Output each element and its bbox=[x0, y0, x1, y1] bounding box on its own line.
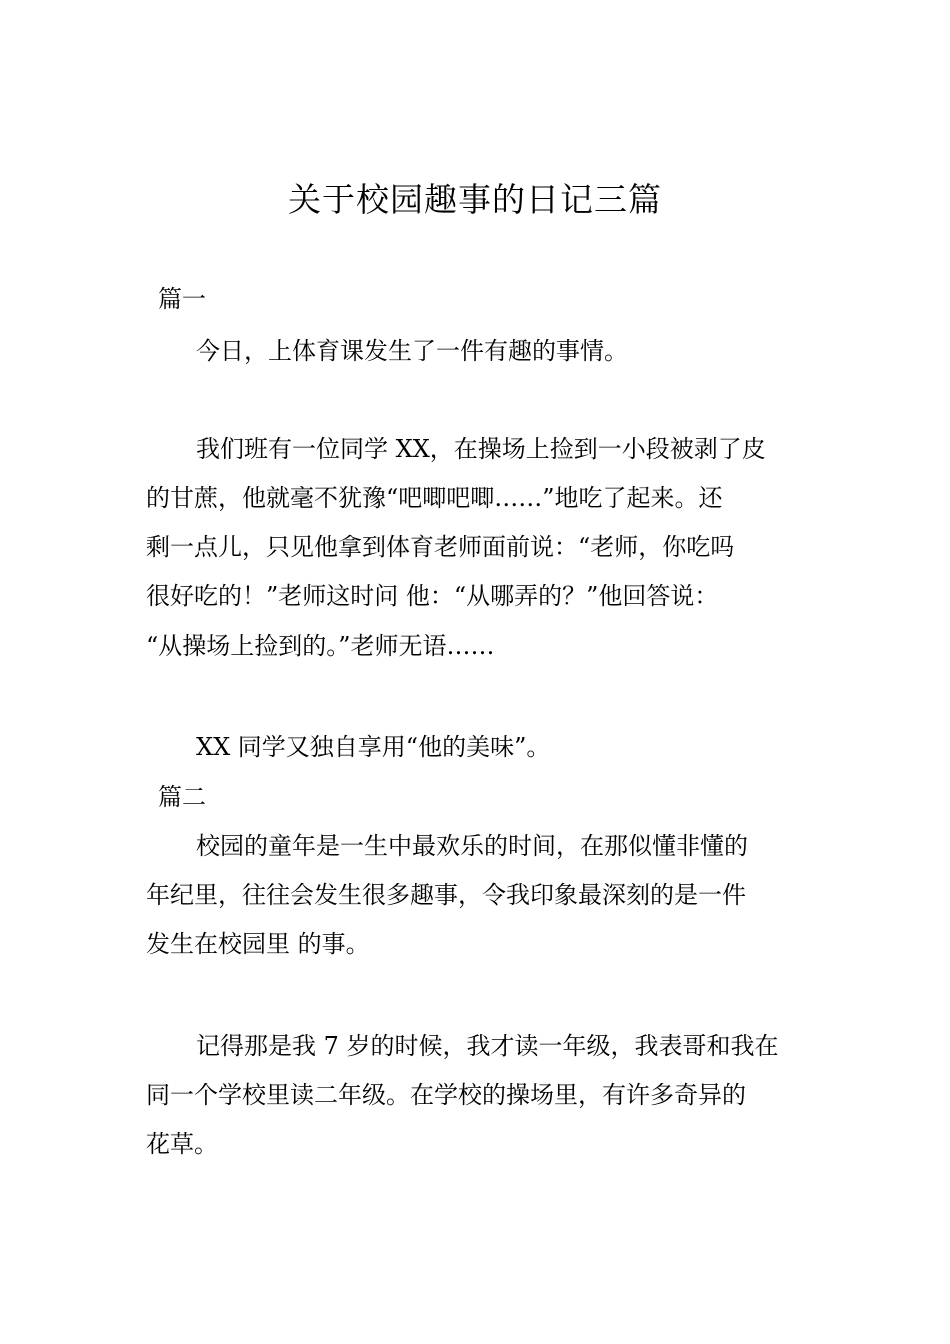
section-label: 篇二 bbox=[158, 783, 206, 811]
paragraph-line: 的甘蔗，他就毫不犹豫“吧唧吧唧……”地吃了起来。还 bbox=[146, 484, 723, 512]
paragraph-line: 校园的童年是一生中最欢乐的时间，在那似懂非懂的 bbox=[196, 832, 748, 860]
paragraph-line: 发生在校园里 的事。 bbox=[146, 930, 370, 958]
paragraph-line: 今日，上体育课发生了一件有趣的事情。 bbox=[196, 337, 628, 365]
paragraph-line: 同一个学校里读二年级。在学校的操场里，有许多奇异的 bbox=[146, 1081, 746, 1109]
paragraph-line: 花草。 bbox=[146, 1130, 218, 1158]
document-title: 关于校园趣事的日记三篇 bbox=[288, 180, 662, 219]
paragraph-line: 记得那是我 7 岁的时候，我才读一年级，我表哥和我在 bbox=[196, 1032, 779, 1060]
paragraph-line: 很好吃的！”老师这时问 他：“从哪弄的？”他回答说： bbox=[146, 582, 719, 610]
paragraph-line: XX 同学又独自享用“他的美味”。 bbox=[196, 733, 551, 761]
paragraph-line: 剩一点儿，只见他拿到体育老师面前说：“老师，你吃吗 bbox=[146, 533, 735, 561]
paragraph-line: “从操场上捡到的。”老师无语…… bbox=[146, 632, 495, 660]
paragraph-line: 年纪里，往往会发生很多趣事，令我印象最深刻的是一件 bbox=[146, 881, 746, 909]
section-label: 篇一 bbox=[158, 285, 206, 313]
paragraph-line: 我们班有一位同学 XX，在操场上捡到一小段被剥了皮 bbox=[196, 435, 766, 463]
